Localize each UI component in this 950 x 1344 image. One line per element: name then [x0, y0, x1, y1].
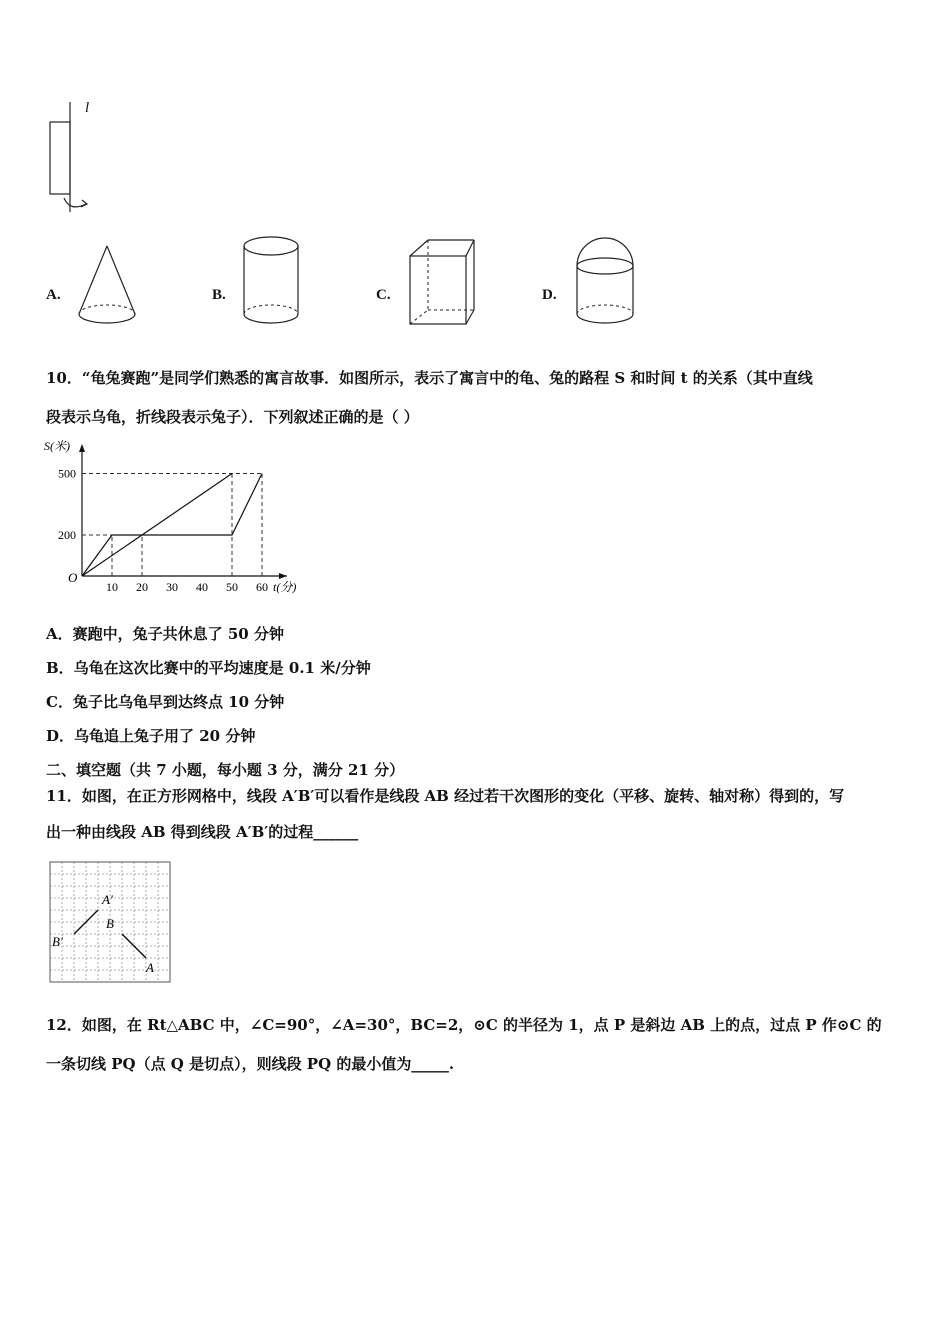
- q12-text-line1: 12．如图，在 Rt△ABC 中，∠C=90°，∠A=30°，BC=2，⊙C 的半径为 1，点 P 是斜边 AB 上的点，过点 P 作⊙C 的: [46, 1016, 882, 1034]
- cuboid-shape: [402, 234, 482, 334]
- q10-option-a: A．赛跑中，兔子共休息了 50 分钟: [46, 625, 284, 643]
- q10-option-b: B．乌龟在这次比赛中的平均速度是 0.1 米/分钟: [46, 659, 371, 677]
- cone-shape: [72, 240, 142, 332]
- option-c-label: C.: [376, 287, 391, 303]
- label-a: A: [146, 960, 154, 975]
- origin-label: O: [68, 570, 78, 585]
- y-tick-500: 500: [58, 466, 76, 481]
- q11-text-line1: 11．如图，在正方形网格中，线段 A′B′可以看作是线段 AB 经过若干次图形的变化（平移、旋转、轴对称）得到的，写: [46, 787, 845, 805]
- q12-text-line2: 一条切线 PQ（点 Q 是切点），则线段 PQ 的最小值为_____.: [46, 1055, 455, 1073]
- x-axis-label: t(分): [273, 580, 297, 594]
- q11-text-line2: 出一种由线段 AB 得到线段 A′B′的过程______: [46, 823, 359, 841]
- option-a-label: A.: [46, 287, 61, 303]
- label-b-prime: B′: [52, 934, 63, 949]
- axis-label-l: l: [85, 100, 90, 116]
- distance-time-chart: [40, 438, 330, 603]
- cylinder-shape: [238, 232, 308, 332]
- x-tick-20: 20: [136, 580, 148, 594]
- cylinder-hemisphere-shape: [570, 226, 640, 332]
- series-line-0: [82, 474, 232, 577]
- y-tick-200: 200: [58, 528, 76, 542]
- q10-option-d: D．乌龟追上兔子用了 20 分钟: [46, 727, 256, 745]
- rotation-figure: [40, 100, 100, 220]
- x-tick-40: 40: [196, 580, 208, 594]
- label-b: B: [106, 916, 114, 931]
- x-tick-60: 60: [256, 580, 268, 594]
- q10-text-line1: 10．“龟兔赛跑”是同学们熟悉的寓言故事．如图所示，表示了寓言中的龟、兔的路程 S 和时间 t 的关系（其中直线: [46, 369, 813, 387]
- section-heading: 二、填空题（共 7 小题，每小题 3 分，满分 21 分）: [46, 761, 405, 779]
- option-d-label: D.: [542, 287, 557, 303]
- q10-option-c: C．兔子比乌龟早到达终点 10 分钟: [46, 693, 285, 711]
- x-axis-arrow: [279, 573, 287, 579]
- square-grid-figure: [46, 858, 176, 986]
- series-line-1: [82, 474, 262, 577]
- y-axis-label: S(米): [44, 439, 70, 453]
- y-axis-arrow: [79, 444, 85, 452]
- option-b-label: B.: [212, 287, 226, 303]
- x-tick-30: 30: [166, 580, 178, 594]
- x-tick-10: 10: [106, 580, 118, 594]
- x-tick-50: 50: [226, 580, 238, 594]
- label-a-prime: A′: [102, 892, 113, 907]
- q10-text-line2: 段表示乌龟，折线段表示兔子）．下列叙述正确的是（ ）: [46, 408, 419, 426]
